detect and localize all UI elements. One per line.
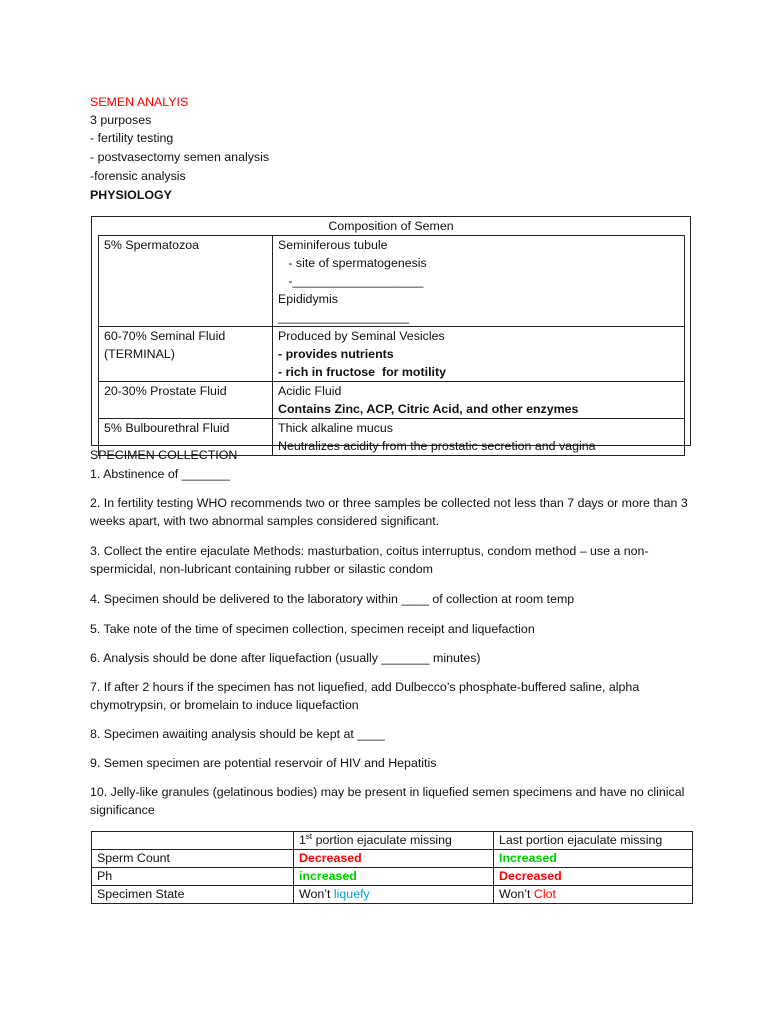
list-item: 10. Jelly-like granules (gelatinous bodies) may be present in liquefied semen specimens and have no clinical significance — [90, 785, 685, 817]
list-item: 5. Take note of the time of specimen collection, specimen receipt and liquefaction — [90, 622, 535, 636]
cell-line: Thick alkaline mucus — [278, 421, 394, 435]
cell-highlight: liquefy — [333, 887, 370, 901]
composition-table — [98, 235, 685, 456]
table-cell: Decreased — [294, 850, 494, 868]
table-cell-component — [99, 382, 273, 419]
cell-line: Neutralizes acidity from the prostatic secretion and vagina — [278, 439, 596, 453]
cell-line: - site of spermatogenesis — [278, 256, 427, 270]
table-header-cell: Last portion ejaculate missing — [494, 832, 693, 850]
cell-line: 5% Bulbourethral Fluid — [104, 421, 230, 435]
cell-prefix: Won’t — [499, 887, 534, 901]
composition-table-frame — [91, 216, 691, 453]
table-cell-details — [273, 382, 685, 419]
cell-line: - provides nutrients — [278, 347, 394, 361]
list-item: 7. If after 2 hours if the specimen has not liquefied, add Dulbecco’s phosphate-buffered saline, alpha chymotrypsin, or bromelain to induce liquefaction — [90, 680, 640, 712]
table-cell-component — [99, 327, 273, 382]
list-item: 4. Specimen should be delivered to the laboratory within ____ of collection at room temp — [90, 592, 575, 606]
table-cell: Increased — [494, 850, 693, 868]
cell-line: Epididymis — [278, 292, 338, 306]
table-cell-details — [273, 236, 685, 327]
table-cell-empty — [92, 832, 294, 850]
cell-line: 20-30% Prostate Fluid — [104, 384, 227, 398]
intro-line: -forensic analysis — [90, 169, 186, 183]
cell-line: Seminiferous tubule — [278, 238, 388, 252]
intro-line: - postvasectomy semen analysis — [90, 150, 270, 164]
list-item: 6. Analysis should be done after liquefaction (usually _______ minutes) — [90, 651, 481, 665]
header-text: portion ejaculate missing — [312, 833, 452, 847]
table-row — [99, 236, 685, 327]
list-item: 9. Semen specimen are potential reservoir of HIV and Hepatitis — [90, 756, 437, 770]
intro-line: 3 purposes — [90, 113, 152, 127]
intro-line: - fertility testing — [90, 131, 174, 145]
cell-line: Acidic Fluid — [278, 384, 342, 398]
table-header-cell — [294, 832, 494, 850]
row-label: Sperm Count — [92, 850, 294, 868]
cell-line: - rich in fructose for motility — [278, 365, 446, 379]
table-row — [92, 850, 693, 868]
composition-table-title: Composition of Semen — [328, 219, 454, 233]
row-label: Ph — [92, 868, 294, 886]
section-heading-physiology: PHYSIOLOGY — [90, 188, 172, 202]
cell-line: Contains Zinc, ACP, Citric Acid, and other enzymes — [278, 402, 579, 416]
cell-line: ___________________ — [278, 310, 409, 324]
table-cell: increased — [294, 868, 494, 886]
list-item: 8. Specimen awaiting analysis should be kept at ____ — [90, 727, 385, 741]
row-label: Specimen State — [92, 886, 294, 904]
cell-line: Produced by Seminal Vesicles — [278, 329, 445, 343]
table-cell-details — [273, 327, 685, 382]
table-cell-component — [99, 236, 273, 327]
table-row — [92, 868, 693, 886]
cell-line: 60-70% Seminal Fluid — [104, 329, 226, 343]
table-row — [99, 327, 685, 382]
table-cell: Decreased — [494, 868, 693, 886]
table-header-row — [92, 832, 693, 850]
table-row — [99, 382, 685, 419]
cell-highlight: Clot — [533, 887, 556, 901]
cell-line: (TERMINAL) — [104, 347, 175, 361]
header-superscript: st — [305, 831, 313, 841]
cell-line: -___________________ — [278, 274, 424, 288]
table-cell — [294, 886, 494, 904]
list-item: 3. Collect the entire ejaculate Methods: masturbation, coitus interruptus, condom method – use a non-spermicidal, non-lubricant containing rubber or silastic condom — [90, 544, 649, 576]
table-row — [92, 886, 693, 904]
cell-prefix: Won’t — [299, 887, 334, 901]
list-item: 2. In fertility testing WHO recommends two or three samples be collected not less than 7 days or more than 3 weeks apart, with two abnormal samples considered significant. — [90, 496, 688, 528]
cell-line: 5% Spermatozoa — [104, 238, 200, 252]
table-cell — [494, 886, 693, 904]
section-heading-specimen-collection: SPECIMEN COLLECTION — [90, 448, 238, 462]
list-item: 1. Abstinence of _______ — [90, 467, 230, 481]
table-cell-details — [273, 419, 685, 456]
document-heading: SEMEN ANALYIS — [90, 95, 189, 109]
header-number: 1 — [299, 833, 306, 847]
ejaculate-missing-table — [91, 831, 693, 904]
